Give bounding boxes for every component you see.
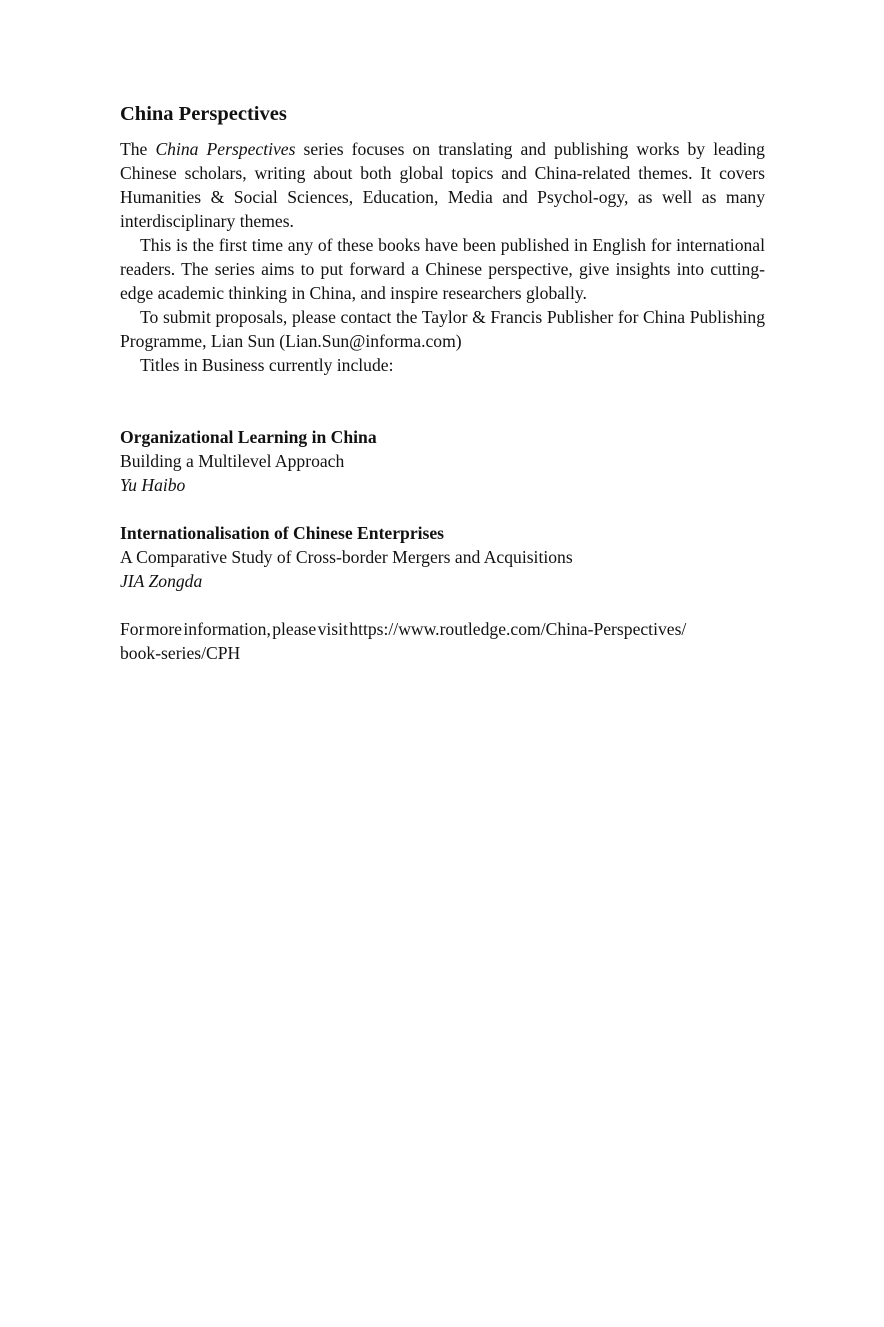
series-name-italic: China Perspectives [155, 139, 296, 159]
book-author: JIA Zongda [120, 571, 203, 591]
submission-paragraph: To submit proposals, please contact the Taylor & Francis Publisher for China Publishing Programme, Lian Sun (Lian.Sun@informa.com) [120, 307, 765, 351]
intro-rest: series focuses on translating and publishing works by leading Chinese scholars, writing about both global topics and China-related themes. It covers Humanities & Social Sciences, Education, Media and Psychol-ogy, as well as many interdisciplinary themes. [120, 139, 765, 231]
more-info-line2: book-series/CPH [120, 643, 241, 663]
titles-intro-paragraph: Titles in Business currently include: [140, 355, 394, 375]
book-subtitle: A Comparative Study of Cross-border Mergers and Acquisitions [120, 547, 573, 567]
series-intro-paragraph [120, 137, 765, 233]
series-title: China Perspectives [120, 103, 287, 125]
more-info-line1: For more information, please visit https://www.routledge.com/China-Perspectives/ [120, 619, 687, 639]
book-title: Organizational Learning in China [120, 427, 377, 447]
book-title: Internationalisation of Chinese Enterprises [120, 523, 445, 543]
section-spacer [120, 377, 765, 425]
more-info-text [120, 617, 765, 665]
book-entry [120, 425, 765, 497]
book-subtitle: Building a Multilevel Approach [120, 451, 345, 471]
intro-prefix: The [120, 139, 156, 159]
series-description-paragraph: This is the first time any of these books have been published in English for international readers. The series aims to put forward a Chinese perspective, give insights into cutting-edge academic thinking in China, and inspire researchers globally. [120, 235, 765, 303]
book-author: Yu Haibo [120, 475, 186, 495]
book-entry [120, 521, 765, 593]
page-content [120, 100, 765, 665]
